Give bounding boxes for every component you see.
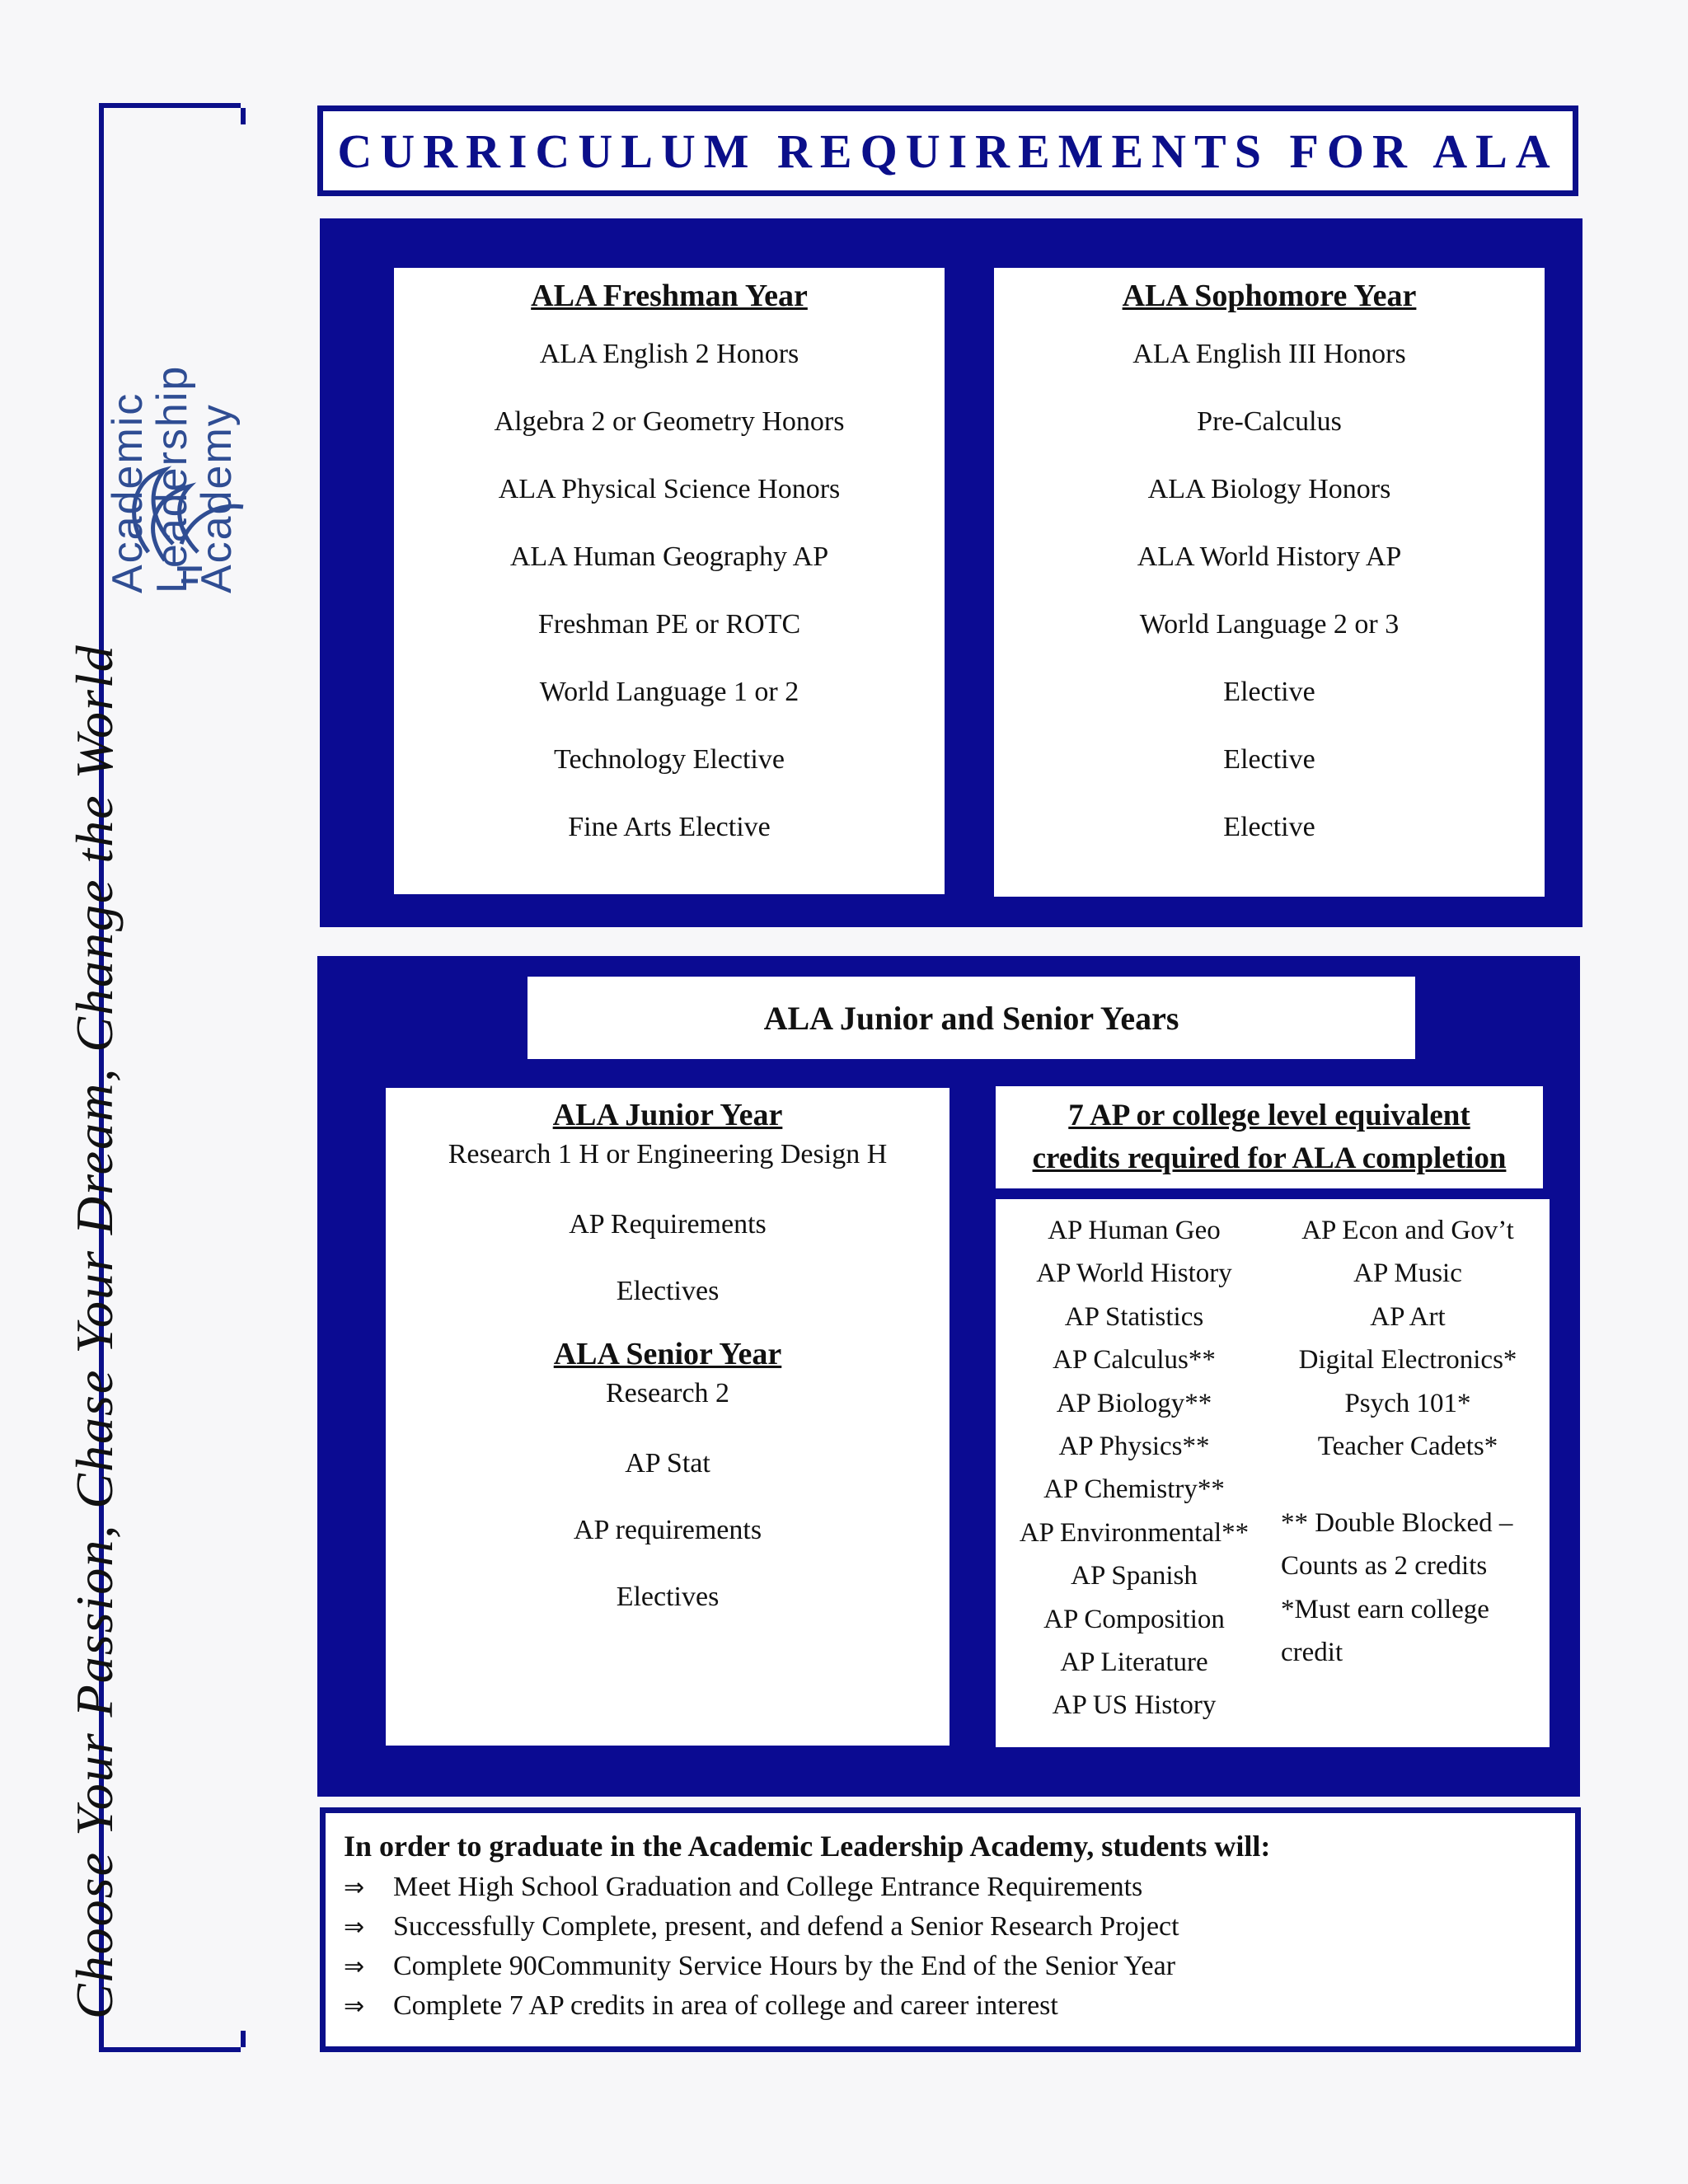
- academy-logo: [99, 206, 264, 593]
- ap-course-list-right: [1276, 1209, 1540, 1468]
- list-item: ALA Physical Science Honors: [498, 474, 841, 504]
- list-item: Digital Electronics*: [1298, 1345, 1517, 1376]
- junior-heading: ALA Junior Year: [552, 1098, 783, 1132]
- note-line: credit: [1281, 1638, 1343, 1668]
- ap-heading-line: credits required for ALA completion: [1032, 1141, 1507, 1175]
- ap-credits-heading: [1033, 1094, 1507, 1180]
- list-item: ALA World History AP: [1137, 541, 1402, 572]
- sophomore-card: [994, 268, 1545, 897]
- arrow-icon: ⇒: [344, 1913, 365, 1942]
- sidebar-tagline: Choose Your Passion, Chase Your Dream, Change the World: [65, 644, 124, 2019]
- list-item: ALA Biology Honors: [1147, 474, 1391, 504]
- title-box: [317, 105, 1578, 196]
- list-item: AP Stat: [625, 1448, 710, 1479]
- note-line: Counts as 2 credits: [1281, 1551, 1488, 1582]
- list-item: Fine Arts Elective: [568, 812, 771, 842]
- junior-senior-heading: ALA Junior and Senior Years: [763, 999, 1179, 1037]
- note-line: *Must earn college: [1281, 1594, 1489, 1624]
- list-item: Teacher Cadets*: [1317, 1431, 1498, 1461]
- ap-course-list-left: [1002, 1209, 1266, 1727]
- logo-wordmark: [106, 206, 254, 593]
- graduation-requirements-box: [320, 1807, 1581, 2052]
- graduation-item-text: Complete 90Community Service Hours by the End of the Senior Year: [393, 1951, 1176, 1981]
- list-item: Research 2: [605, 1378, 730, 1408]
- list-item: AP Chemistry**: [1043, 1474, 1225, 1505]
- list-item: AP Econ and Gov’t: [1301, 1216, 1514, 1245]
- list-item: AP Requirements: [569, 1209, 767, 1240]
- arrow-icon: ⇒: [344, 1952, 365, 1981]
- list-item: Research 1 H or Engineering Design H: [448, 1139, 888, 1169]
- junior-course-list: [386, 1134, 950, 1335]
- list-item: Electives: [616, 1582, 720, 1612]
- list-item: AP Spanish: [1071, 1561, 1198, 1591]
- list-item: AP Literature: [1060, 1647, 1208, 1677]
- list-item: Electives: [616, 1276, 720, 1306]
- list-item: AP Human Geo: [1048, 1216, 1221, 1245]
- graduation-item: [344, 1868, 1575, 1907]
- list-item: AP Physics**: [1058, 1431, 1210, 1461]
- list-item: AP Statistics: [1064, 1301, 1204, 1332]
- ap-credits-heading-box: [996, 1086, 1543, 1188]
- list-item: World Language 1 or 2: [539, 677, 799, 707]
- sophomore-course-list: [994, 321, 1545, 861]
- ap-credits-list-box: [996, 1199, 1550, 1747]
- list-item: Elective: [1223, 812, 1315, 842]
- ap-heading-line: 7 AP or college level equivalent: [1068, 1099, 1470, 1132]
- logo-line: Academic: [104, 391, 152, 593]
- graduation-heading: In order to graduate in the Academic Leadership Academy, students will:: [344, 1830, 1271, 1863]
- logo-line: Leadership: [148, 364, 196, 593]
- graduation-item-text: Complete 7 AP credits in area of college and career interest: [393, 1990, 1058, 2021]
- list-item: AP US History: [1052, 1690, 1217, 1721]
- freshman-course-list: [394, 321, 945, 861]
- list-item: Algebra 2 or Geometry Honors: [494, 406, 845, 437]
- list-item: AP Environmental**: [1019, 1517, 1250, 1548]
- ap-notes: [1281, 1502, 1545, 1675]
- senior-course-list: [386, 1373, 950, 1641]
- graduation-item-text: Meet High School Graduation and College Entrance Requirements: [393, 1872, 1143, 1902]
- list-item: Technology Elective: [554, 744, 785, 775]
- list-item: AP World History: [1036, 1258, 1232, 1289]
- list-item: World Language 2 or 3: [1139, 609, 1400, 640]
- list-item: AP Biology**: [1056, 1388, 1212, 1418]
- list-item: Freshman PE or ROTC: [537, 609, 801, 640]
- list-item: AP requirements: [573, 1515, 762, 1545]
- list-item: Pre-Calculus: [1197, 406, 1342, 437]
- list-item: AP Music: [1353, 1258, 1462, 1289]
- list-item: ALA Human Geography AP: [509, 541, 829, 572]
- arrow-icon: ⇒: [344, 1992, 365, 2021]
- note-line: ** Double Blocked –: [1281, 1508, 1513, 1538]
- page-title: CURRICULUM REQUIREMENTS FOR ALA: [337, 124, 1559, 178]
- freshman-card: [394, 268, 945, 894]
- graduation-item: [344, 1947, 1575, 1986]
- list-item: AP Art: [1370, 1301, 1446, 1332]
- graduation-item: [344, 1907, 1575, 1947]
- arrow-icon: ⇒: [344, 1873, 365, 1902]
- graduation-item-text: Successfully Complete, present, and defend a Senior Research Project: [393, 1911, 1179, 1942]
- sophomore-heading: ALA Sophomore Year: [1122, 279, 1417, 313]
- list-item: AP Calculus**: [1053, 1345, 1216, 1376]
- graduation-item: [344, 1986, 1575, 2026]
- list-item: AP Composition: [1043, 1604, 1225, 1634]
- logo-line: Academy: [193, 403, 241, 593]
- junior-senior-card: [386, 1088, 950, 1746]
- list-item: Psych 101*: [1344, 1388, 1471, 1418]
- list-item: ALA English 2 Honors: [539, 339, 799, 369]
- senior-heading: ALA Senior Year: [553, 1337, 782, 1371]
- list-item: Elective: [1223, 677, 1315, 707]
- list-item: ALA English III Honors: [1132, 339, 1406, 369]
- junior-senior-heading-box: [528, 977, 1415, 1059]
- list-item: Elective: [1223, 744, 1315, 775]
- freshman-heading: ALA Freshman Year: [531, 279, 808, 313]
